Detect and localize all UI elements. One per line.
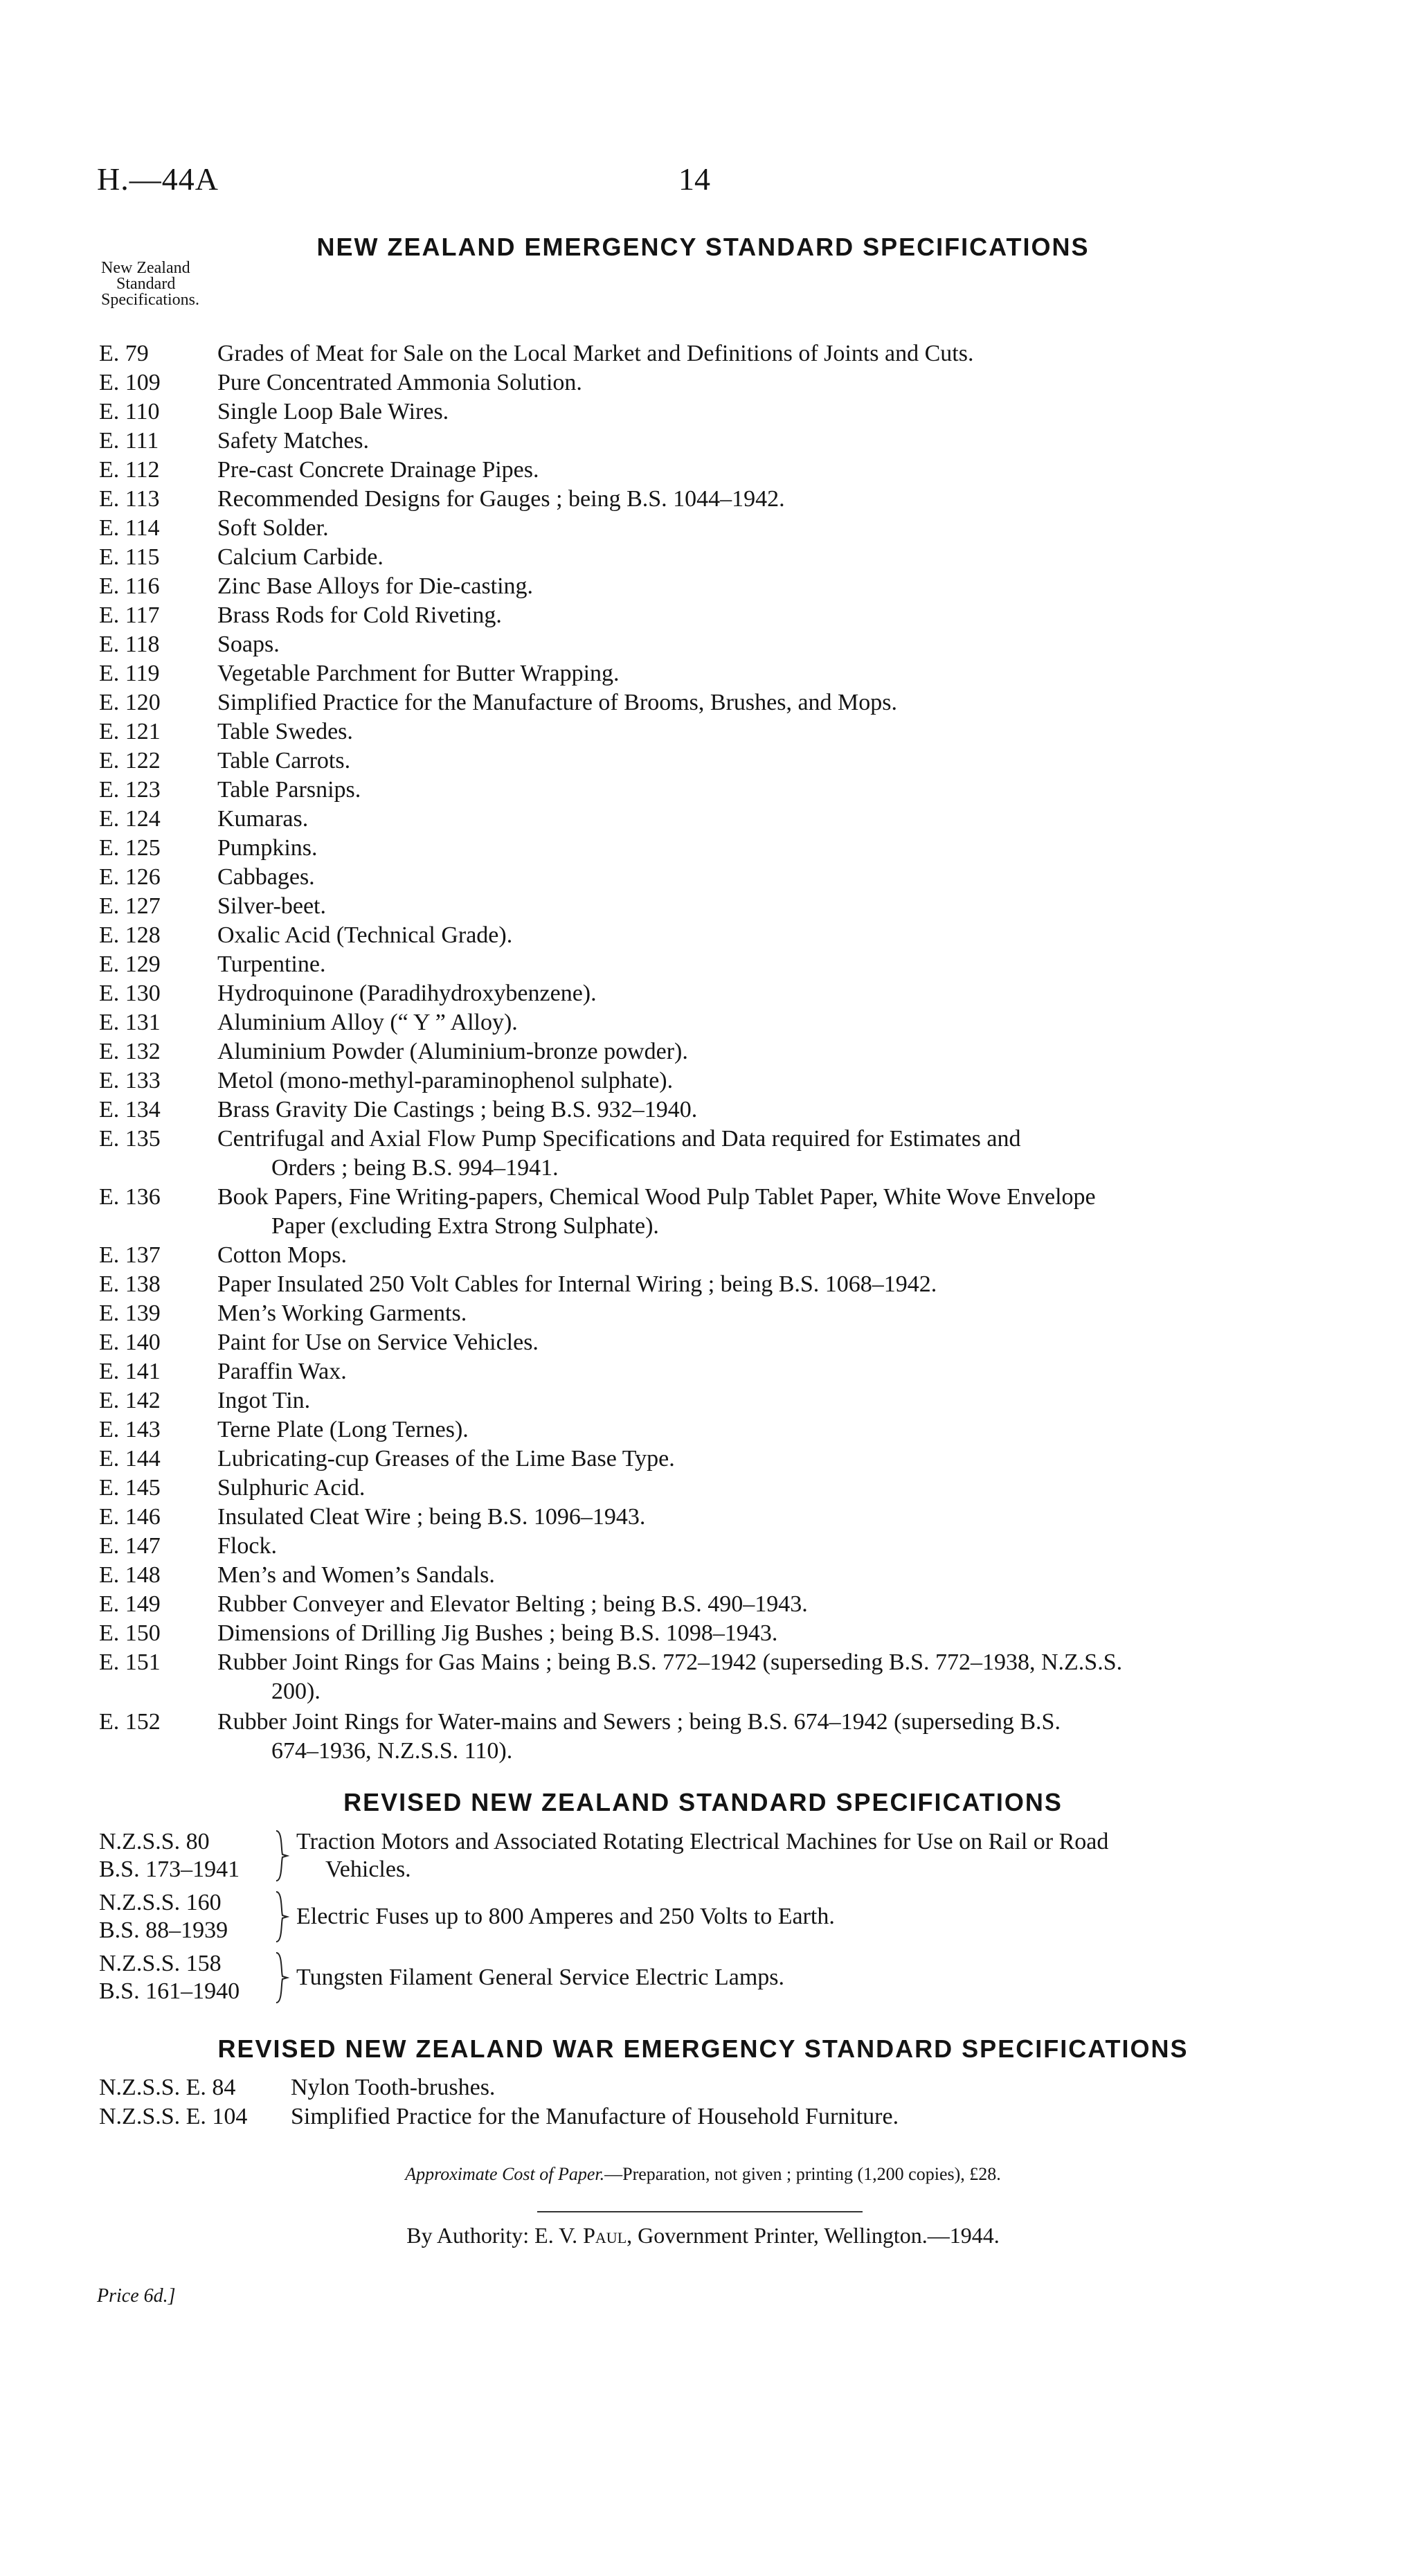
- spec-code: E. 79: [99, 341, 149, 366]
- revised-codes: [99, 1950, 240, 2005]
- spec-code: E. 150: [99, 1620, 161, 1646]
- spec-code: E. 127: [99, 893, 161, 919]
- column-heading-line: Standard: [116, 275, 176, 293]
- nzss-code: N.Z.S.S. 160: [99, 1890, 222, 1915]
- spec-code: E. 136: [99, 1184, 161, 1210]
- spec-description-continuation: 200).: [271, 1679, 321, 1704]
- spec-description: Cotton Mops.: [217, 1242, 348, 1268]
- column-heading-line: New Zealand: [101, 259, 190, 277]
- spec-description: [217, 1708, 1311, 1766]
- revised-section-title: REVISED NEW ZEALAND STANDARD SPECIFICATIONS: [343, 1788, 1063, 1816]
- spec-code: E. 114: [99, 515, 160, 541]
- spec-description: Table Carrots.: [217, 748, 351, 773]
- nzss-code: N.Z.S.S. 80: [99, 1829, 210, 1854]
- spec-code: E. 118: [99, 632, 160, 657]
- spec-description-continuation: Orders ; being B.S. 994–1941.: [271, 1155, 559, 1181]
- spec-description: Paper Insulated 250 Volt Cables for Internal Wiring ; being B.S. 1068–1942.: [217, 1271, 937, 1297]
- revised-codes: [99, 1889, 228, 1944]
- war-code: N.Z.S.S. E. 84: [99, 2075, 236, 2100]
- spec-description: Dimensions of Drilling Jig Bushes ; being B.S. 1098–1943.: [217, 1620, 778, 1646]
- spec-description: Men’s and Women’s Sandals.: [217, 1562, 495, 1588]
- spec-description: Simplified Practice for the Manufacture of Brooms, Brushes, and Mops.: [217, 690, 898, 715]
- spec-description: Oxalic Acid (Technical Grade).: [217, 922, 513, 948]
- spec-code: E. 131: [99, 1010, 161, 1035]
- spec-code: E. 137: [99, 1242, 161, 1268]
- document-id: H.—44A: [97, 161, 219, 197]
- spec-description: Lubricating-cup Greases of the Lime Base Type.: [217, 1446, 675, 1472]
- nzss-code: N.Z.S.S. 158: [99, 1951, 222, 1976]
- spec-description: Zinc Base Alloys for Die-casting.: [217, 573, 534, 599]
- cost-text: —Preparation, not given ; printing (1,200 copies), £28.: [604, 2164, 1001, 2184]
- war-description: Simplified Practice for the Manufacture of Household Furniture.: [291, 2104, 899, 2129]
- spec-code: E. 115: [99, 544, 160, 570]
- price: Price 6d.]: [97, 2285, 176, 2307]
- spec-description: Table Parsnips.: [217, 777, 361, 803]
- spec-code: E. 147: [99, 1533, 161, 1559]
- spec-code: E. 132: [99, 1039, 161, 1064]
- spec-code: E. 123: [99, 777, 161, 803]
- spec-description: Table Swedes.: [217, 719, 353, 744]
- spec-description: Pure Concentrated Ammonia Solution.: [217, 370, 582, 395]
- spec-description: [217, 1648, 1311, 1706]
- spec-description-line: Book Papers, Fine Writing-papers, Chemical Wood Pulp Tablet Paper, White Wove Envelope: [217, 1184, 1096, 1210]
- bs-code: B.S. 161–1940: [99, 1978, 240, 2004]
- spec-code: E. 122: [99, 748, 161, 773]
- imprint: [0, 2223, 1406, 2248]
- spec-description-continuation: 674–1936, N.Z.S.S. 110).: [271, 1738, 513, 1764]
- spec-code: E. 135: [99, 1126, 161, 1152]
- spec-code: E. 109: [99, 370, 161, 395]
- spec-description: Rubber Conveyer and Elevator Belting ; being B.S. 490–1943.: [217, 1591, 808, 1617]
- column-heading: [101, 260, 199, 308]
- spec-description: Soft Solder.: [217, 515, 329, 541]
- spec-description: Soaps.: [217, 632, 280, 657]
- spec-description: Flock.: [217, 1533, 277, 1559]
- spec-description: [217, 1183, 1311, 1241]
- spec-description: Grades of Meat for Sale on the Local Market and Definitions of Joints and Cuts.: [217, 341, 974, 366]
- spec-description: Brass Rods for Cold Riveting.: [217, 602, 502, 628]
- brace-symbol: [274, 1890, 289, 1943]
- spec-code: E. 143: [99, 1417, 161, 1442]
- page-number: 14: [678, 161, 710, 197]
- spec-code: E. 144: [99, 1446, 161, 1472]
- spec-description: Men’s Working Garments.: [217, 1300, 467, 1326]
- spec-description: Terne Plate (Long Ternes).: [217, 1417, 469, 1442]
- spec-description: Single Loop Bale Wires.: [217, 399, 449, 424]
- spec-code: E. 121: [99, 719, 161, 744]
- spec-description: Hydroquinone (Paradihydroxybenzene).: [217, 981, 597, 1006]
- war-section-title: REVISED NEW ZEALAND WAR EMERGENCY STANDARD SPECIFICATIONS: [217, 2034, 1189, 2063]
- spec-code: E. 133: [99, 1068, 161, 1093]
- spec-code: E. 149: [99, 1591, 161, 1617]
- spec-code: E. 152: [99, 1709, 161, 1735]
- spec-code: E. 148: [99, 1562, 161, 1588]
- revised-codes: [99, 1828, 240, 1884]
- spec-code: E. 130: [99, 981, 161, 1006]
- spec-code: E. 120: [99, 690, 161, 715]
- brace-symbol: [274, 1830, 289, 1882]
- spec-code: E. 126: [99, 864, 161, 890]
- spec-description: Calcium Carbide.: [217, 544, 384, 570]
- printer-name: E. V. Paul,: [534, 2223, 633, 2248]
- spec-description: Vegetable Parchment for Butter Wrapping.: [217, 661, 620, 686]
- spec-description: Brass Gravity Die Castings ; being B.S. 932–1940.: [217, 1097, 698, 1122]
- spec-description: Pre-cast Concrete Drainage Pipes.: [217, 457, 539, 483]
- spec-description: Pumpkins.: [217, 835, 318, 861]
- spec-description: Silver-beet.: [217, 893, 326, 919]
- war-code: N.Z.S.S. E. 104: [99, 2104, 248, 2129]
- spec-code: E. 142: [99, 1388, 161, 1413]
- cost-note: [0, 2164, 1406, 2185]
- spec-description: Paraffin Wax.: [217, 1359, 347, 1384]
- column-heading-line: Specifications.: [101, 291, 199, 309]
- bs-code: B.S. 88–1939: [99, 1917, 228, 1943]
- spec-code: E. 119: [99, 661, 160, 686]
- emergency-section-title: NEW ZEALAND EMERGENCY STANDARD SPECIFICATIONS: [316, 233, 1090, 261]
- spec-code: E. 145: [99, 1475, 161, 1501]
- spec-code: E. 151: [99, 1649, 161, 1675]
- authority-prefix: By Authority:: [406, 2223, 530, 2248]
- revised-description-line: Traction Motors and Associated Rotating Electrical Machines for Use on Rail or Road: [296, 1829, 1109, 1854]
- spec-code: E. 112: [99, 457, 160, 483]
- spec-code: E. 139: [99, 1300, 161, 1326]
- spec-description-line: Rubber Joint Rings for Gas Mains ; being B.S. 772–1942 (superseding B.S. 772–1938, N.Z.S.S.: [217, 1649, 1123, 1675]
- footer-rule: [537, 2211, 863, 2212]
- spec-description: Ingot Tin.: [217, 1388, 311, 1413]
- brace-symbol: [274, 1951, 289, 2004]
- spec-description: Aluminium Powder (Aluminium-bronze powder).: [217, 1039, 688, 1064]
- spec-code: E. 129: [99, 951, 161, 977]
- spec-description: Insulated Cleat Wire ; being B.S. 1096–1943.: [217, 1504, 646, 1530]
- spec-code: E. 128: [99, 922, 161, 948]
- spec-code: E. 141: [99, 1359, 161, 1384]
- spec-code: E. 134: [99, 1097, 161, 1122]
- spec-description: [217, 1125, 1311, 1183]
- spec-description: Sulphuric Acid.: [217, 1475, 366, 1501]
- revised-description: Tungsten Filament General Service Electric Lamps.: [296, 1965, 785, 1990]
- spec-description: Aluminium Alloy (“ Y ” Alloy).: [217, 1010, 518, 1035]
- spec-code: E. 113: [99, 486, 160, 512]
- spec-description-line: Centrifugal and Axial Flow Pump Specifications and Data required for Estimates and: [217, 1126, 1021, 1152]
- revised-description: [296, 1828, 1314, 1884]
- spec-code: E. 124: [99, 806, 161, 832]
- spec-code: E. 138: [99, 1271, 161, 1297]
- spec-description-continuation: Paper (excluding Extra Strong Sulphate).: [271, 1213, 659, 1239]
- cost-label: Approximate Cost of Paper.: [405, 2164, 605, 2184]
- authority-suffix: Government Printer, Wellington.—1944.: [638, 2223, 1000, 2248]
- spec-description: Turpentine.: [217, 951, 326, 977]
- spec-description: Recommended Designs for Gauges ; being B.S. 1044–1942.: [217, 486, 785, 512]
- spec-description: Kumaras.: [217, 806, 309, 832]
- revised-description-continuation: Vehicles.: [325, 1857, 411, 1882]
- spec-code: E. 116: [99, 573, 160, 599]
- revised-description: Electric Fuses up to 800 Amperes and 250 Volts to Earth.: [296, 1904, 835, 1929]
- spec-code: E. 110: [99, 399, 160, 424]
- spec-code: E. 125: [99, 835, 161, 861]
- war-description: Nylon Tooth-brushes.: [291, 2075, 496, 2100]
- spec-code: E. 140: [99, 1330, 161, 1355]
- spec-description-line: Rubber Joint Rings for Water-mains and Sewers ; being B.S. 674–1942 (superseding B.S.: [217, 1709, 1061, 1735]
- spec-description: Paint for Use on Service Vehicles.: [217, 1330, 539, 1355]
- bs-code: B.S. 173–1941: [99, 1857, 240, 1882]
- spec-description: Safety Matches.: [217, 428, 370, 454]
- spec-code: E. 146: [99, 1504, 161, 1530]
- spec-description: Metol (mono-methyl-paraminophenol sulphate).: [217, 1068, 674, 1093]
- spec-code: E. 117: [99, 602, 160, 628]
- spec-description: Cabbages.: [217, 864, 315, 890]
- spec-code: E. 111: [99, 428, 159, 454]
